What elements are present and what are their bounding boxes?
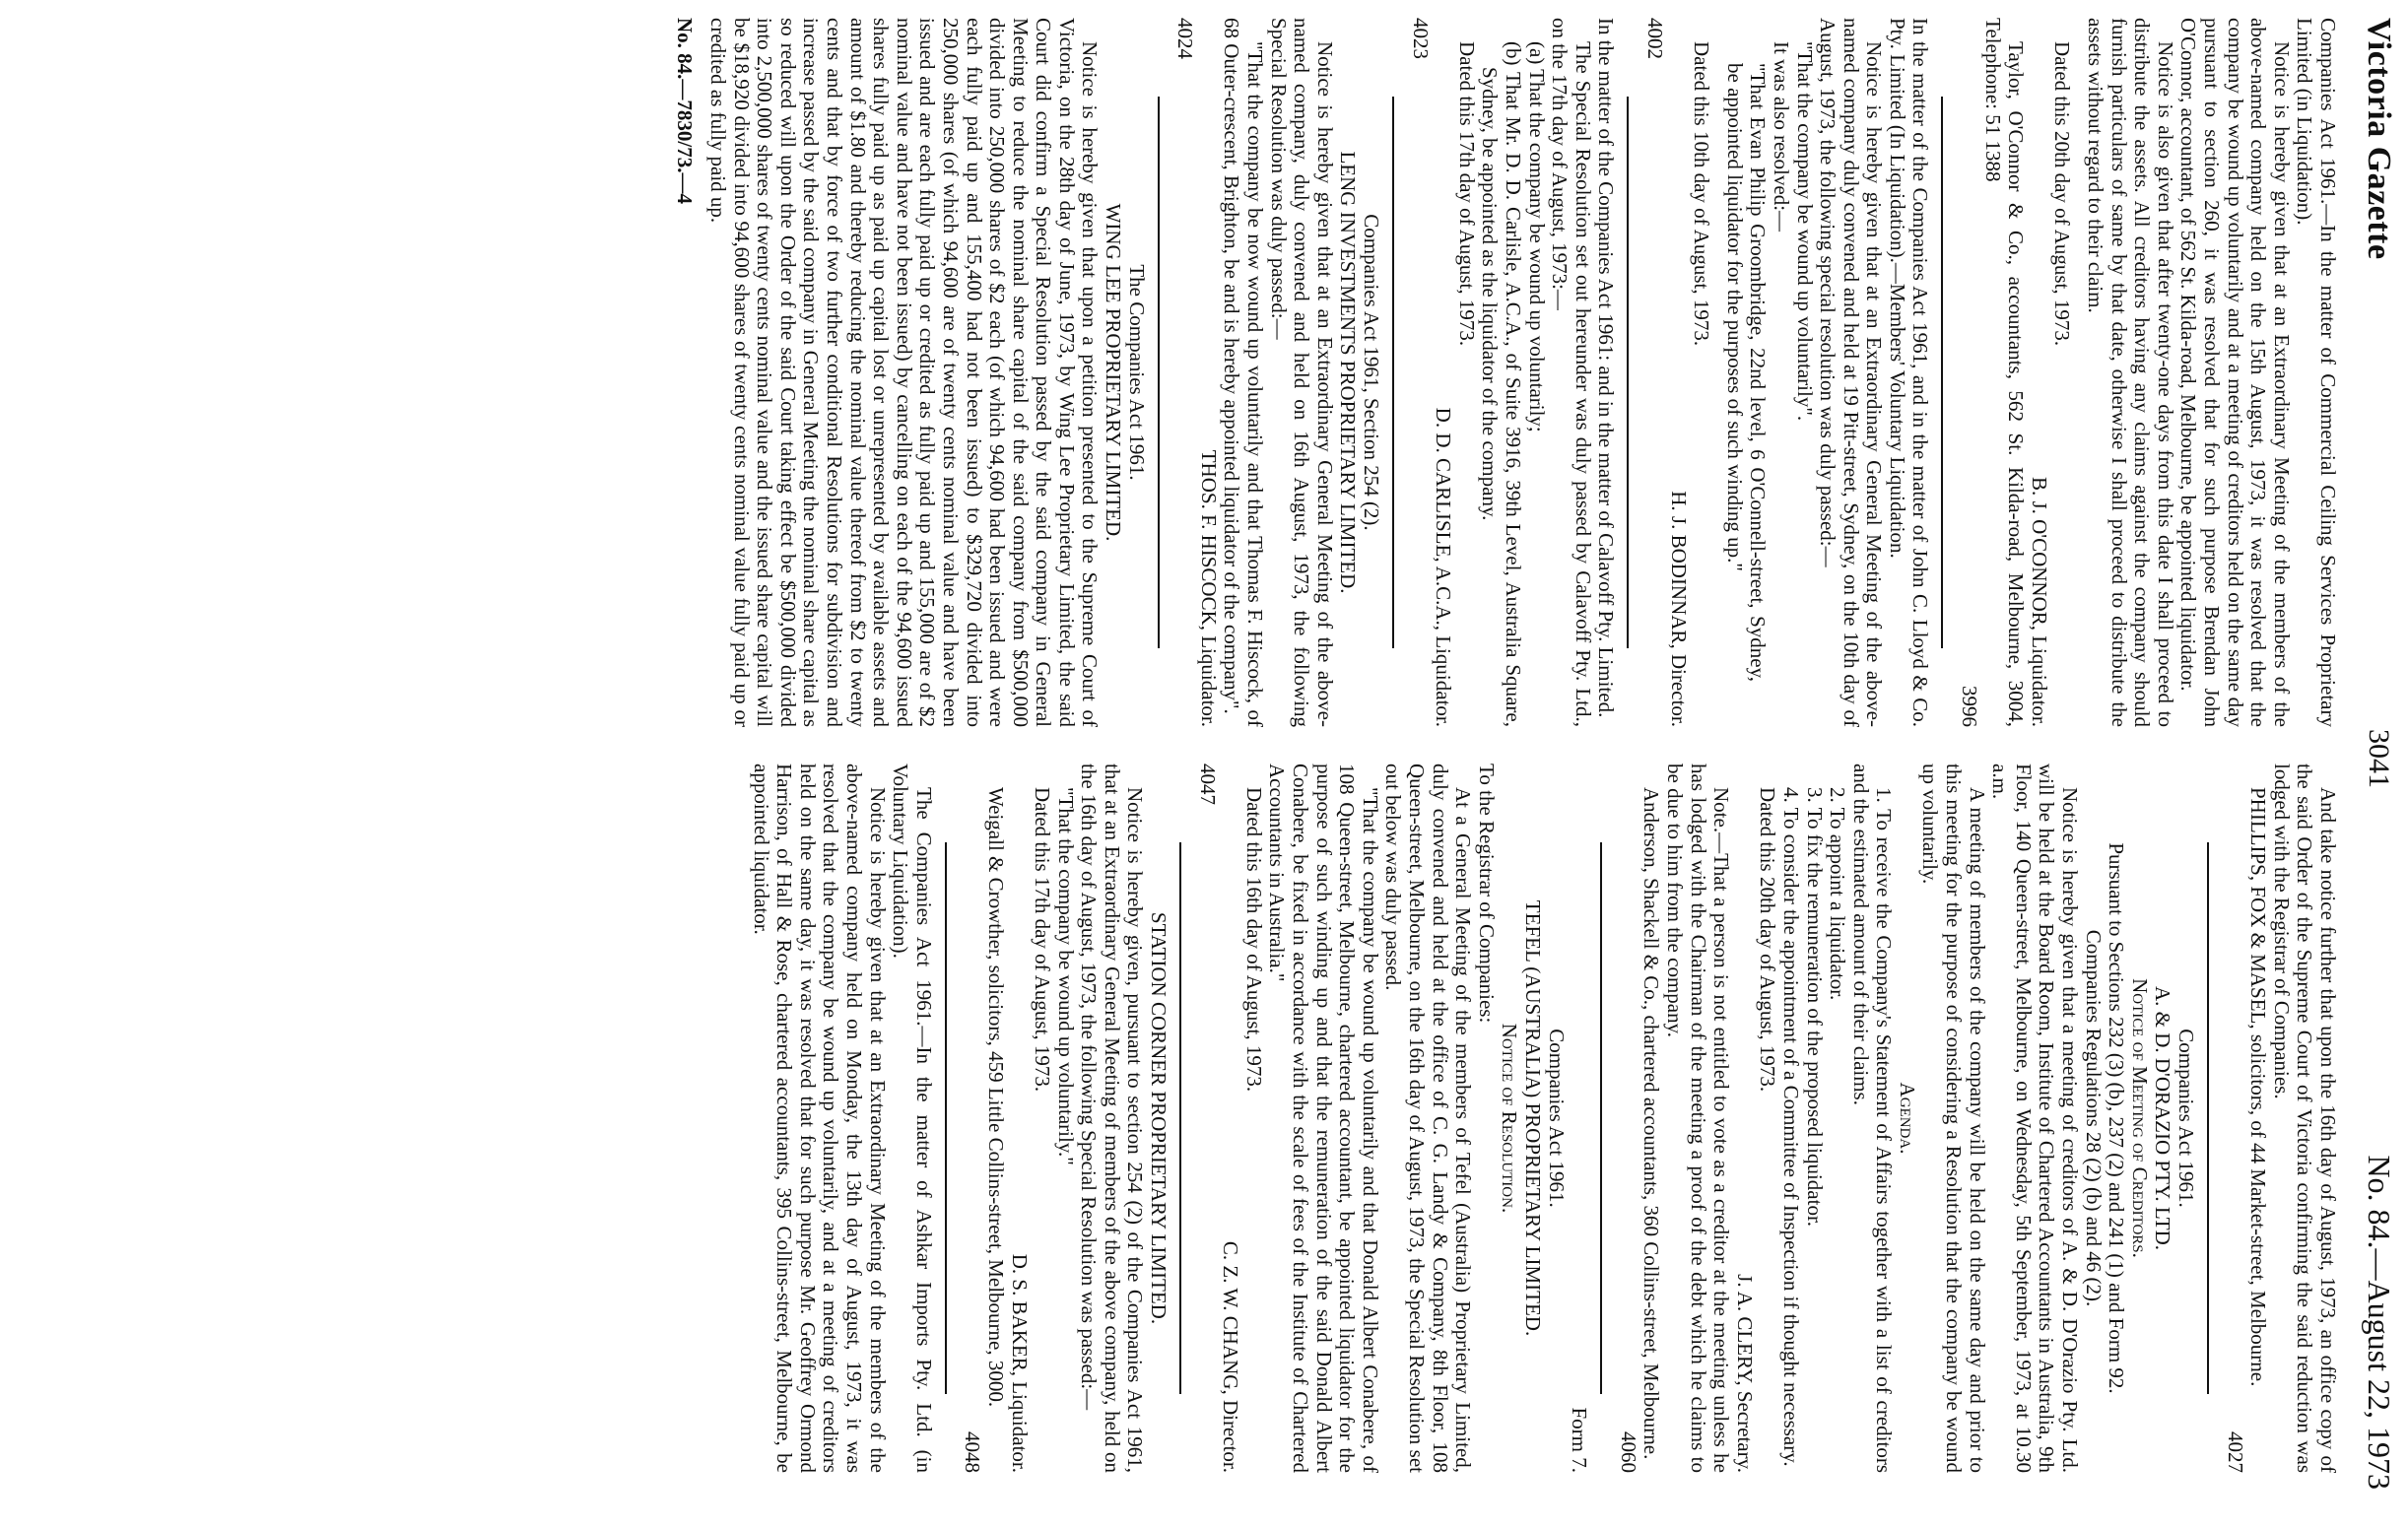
notice-ref: 4002 bbox=[1642, 18, 1667, 59]
notice-subtitle: Notice of Meeting of Creditors. bbox=[2127, 978, 2152, 1258]
notice-paragraph: At a General Meeting of the members of Tefel (Australia) Proprietary Limited, duly convened and held at the office of C. G. Landy & Company, 8th Floor, 108 Queen-street, Melbourne, on the 16th day of August, 1973, the Special Resolution set out below was duly passed. bbox=[1381, 764, 1476, 1473]
divider bbox=[945, 842, 947, 1394]
notice-quote: "That the company be wound up voluntarily". bbox=[1792, 41, 1817, 422]
notice-commercial-ceiling bbox=[1958, 18, 2340, 727]
notice-ref: 3996 bbox=[1958, 686, 1982, 727]
notice-paragraph: And take notice further that upon the 16th day of August, 1973, an office copy of the said Order of the Supreme Court of Victoria confirming the said reduction was lodged with the Registrar of Companies. bbox=[2269, 764, 2340, 1473]
notice-signature: J. A. CLERY, Secretary. bbox=[1732, 1274, 1757, 1473]
agenda-item: 2. To appoint a liquidator. bbox=[1826, 787, 1850, 1001]
notice-signature: THOS. F. HISCOCK, Liquidator. bbox=[1196, 449, 1221, 727]
notice-paragraph: Notice is hereby given, pursuant to section 254 (2) of the Companies Act 1961, that at an Extraordinary General Meeting of members of the above company, held on the 16th day of August, 1973, the following Special Resolution was passed:— bbox=[1077, 764, 1148, 1473]
notice-item: (b) That Mr. D. D. Carlisle, A.C.A., of Suite 3916, 39th Level, Australia Square, Sydney, be appointed as the liquidator of the company. bbox=[1478, 41, 1525, 727]
left-column bbox=[673, 18, 2339, 727]
notice-subtitle: Companies Regulations 28 (2) (b) and 46 (2). bbox=[2081, 929, 2106, 1307]
notice-subtitle: Notice of Resolution. bbox=[1498, 1023, 1522, 1214]
notice-date: Dated this 10th day of August, 1973. bbox=[1690, 41, 1714, 347]
notice-heading: The Companies Act 1961.—In the matter of Ashkar Imports Pty. Ltd. (in Voluntary Liquidation). bbox=[889, 764, 936, 1473]
divider bbox=[1158, 97, 1160, 648]
notice-act: The Companies Act 1961. bbox=[1124, 264, 1149, 481]
divider bbox=[1392, 97, 1394, 648]
notice-act: Companies Act 1961. bbox=[1544, 1029, 1569, 1208]
notice-signature: C. Z. W. CHANG, Director. bbox=[1219, 1240, 1243, 1473]
notice-quote: "That the company be now wound up voluntarily and that Thomas F. Hiscock, of 68 Outer-crescent, Brighton, be and is hereby appointed liquidator of the company". bbox=[1220, 18, 1268, 727]
notice-station-corner bbox=[961, 764, 1170, 1473]
notice-act: Companies Act 1961, Section 254 (2). bbox=[1360, 214, 1384, 531]
notice-dorazio bbox=[1616, 764, 2197, 1473]
notice-addressee: To the Registrar of Companies: bbox=[1474, 764, 1499, 1024]
agenda-item: 4. To consider the appointment of a Committee of Inspection if thought necessary. bbox=[1778, 787, 1803, 1467]
notice-date: Dated this 16th day of August, 1973. bbox=[1241, 787, 1266, 1093]
notice-address: Weigall & Crowther, solicitors, 459 Little Collins-street, Melbourne, 3000. bbox=[983, 787, 1008, 1408]
notice-paragraph: Notice is hereby given that a meeting of creditors of A. & D. D'Orazio Pty. Ltd. will be held at the Board Room, Institute of Chartered Accountants in Australia, 9th Floor, 140 Queen-street, Melbourne, on Wednesday, 5th September, 1973, at 10.30 a.m. bbox=[1988, 764, 2083, 1473]
divider bbox=[1942, 97, 1944, 648]
notice-signature: D. D. CARLISLE, A.C.A., Liquidator. bbox=[1432, 407, 1456, 727]
divider bbox=[2207, 842, 2209, 1394]
issue-date: No. 84.—August 22, 1973 bbox=[2362, 1155, 2397, 1490]
notice-paragraph: The Special Resolution set out hereunder was duly passed by Calavoff Pty. Ltd., on the 17th day of August, 1973:— bbox=[1548, 18, 1595, 727]
notice-company: WING LEE PROPRIETARY LIMITED. bbox=[1102, 203, 1126, 542]
notice-ref: 4060 bbox=[1616, 1431, 1640, 1473]
notice-ref: 4047 bbox=[1195, 764, 1220, 805]
notice-ref: 4024 bbox=[1173, 18, 1198, 59]
agenda-item: 3. To fix the remuneration of the proposed liquidator. bbox=[1802, 787, 1827, 1228]
notice-ref: 4023 bbox=[1408, 18, 1433, 59]
notice-john-lloyd bbox=[1642, 18, 1931, 727]
notice-paragraph: Notice is also given that after twenty-one days from this date I shall proceed to distribute the assets. All creditors having any claims against the company should furnish particulars of same by that date, otherwise I shall proceed to distribute the assets without regard to their claim. bbox=[2084, 18, 2177, 727]
notice-date: Dated this 20th day of August, 1973. bbox=[1756, 787, 1780, 1093]
notice-company: A. & D. D'ORAZIO PTY. LTD. bbox=[2151, 985, 2175, 1251]
notice-quote: "That the company be wound up voluntarily." bbox=[1053, 787, 1078, 1165]
notice-paragraph: Notice is hereby given that at an Extraordinary General Meeting of the above-named company, duly convened and held on 16th August, 1973, the following Special Resolution was duly passed:— bbox=[1266, 18, 1337, 727]
notice-date: Dated this 17th day of August, 1973. bbox=[1454, 41, 1479, 347]
form-number: Form 7. bbox=[1568, 1407, 1592, 1473]
notice-ashkar bbox=[749, 764, 935, 1473]
notice-paragraph: Notice is hereby given that upon a petition presented to the Supreme Court of Victoria, on the 28th day of June, 1973, by Wing Lee Proprietary Limited, the said Court did confirm a Special Resolution passed by the said company in General Meeting to reduce the nominal share capital of the said company from $500,000 divided into 250,000 shares of $2 each (of which 94,600 had been issued and were each fully paid up and 155,400 had not been issued) to $329,720 divided into 250,000 shares (of which 94,600 are of twenty cents nominal value and have been issued and are each fully paid up or credited as fully paid up and 155,000 are of $2 nominal value and have not been issued) by cancelling on each of the 94,600 issued shares fully paid up as paid up capital lost or unrepresented by available assets and amount of $1.80 and thereby reducing the nominal value thereof from $2 to twenty cents and that by force of two further conditional Resolutions for subdivision and increase passed by the said company in General Meeting the nominal share capital as so reduced will upon the Order of the said Court taking effect be $500,000 divided into 2,500,000 shares of twenty cents nominal value and the issued share capital will be $18,920 divided into 94,600 shares of twenty cents nominal value fully paid up or credited as fully paid up. bbox=[706, 18, 1103, 727]
notice-signature: H. J. BODINNAR, Director. bbox=[1666, 491, 1691, 727]
right-column bbox=[749, 764, 2339, 1473]
notice-act: Companies Act 1961. bbox=[2174, 1029, 2199, 1208]
notice-paragraph: PHILLIPS, FOX & MASEL, solicitors, of 44 Market-street, Melbourne. bbox=[2246, 787, 2271, 1387]
divider bbox=[1179, 842, 1181, 1394]
notice-leng-investments bbox=[1173, 18, 1382, 727]
notice-wing-lee bbox=[673, 18, 1148, 727]
notice-company: STATION CORNER PROPRIETARY LIMITED. bbox=[1147, 911, 1171, 1325]
divider bbox=[1627, 97, 1629, 648]
notice-signature: B. J. O'CONNOR, Liquidator. bbox=[2027, 476, 2051, 727]
notice-paragraph: Notice is hereby given that at an Extraordinary General Meeting of the above-named company duly convened and held at 19 Pitt-street, Sydney, on the 10th day of August, 1973, the following special resolution was duly passed:— bbox=[1816, 18, 1887, 727]
print-ref: No. 84.—7830/73.—4 bbox=[673, 18, 698, 204]
notice-company: LENG INVESTMENTS PROPRIETARY LIMITED. bbox=[1336, 151, 1361, 594]
notice-paragraph: It was also resolved:— bbox=[1769, 41, 1793, 233]
notice-heading: Companies Act 1961.—In the matter of Commercial Ceiling Services Proprietary Limited (in Liquidation). bbox=[2293, 18, 2340, 727]
notice-note: Note.—That a person is not entitled to vote as a creditor at the meeting unless he has lodged with the Chairman of the meeting a proof of the debt which he claims to be due to him from the company. bbox=[1662, 764, 1734, 1473]
notice-quote: "That the company be wound up voluntarily and that Donald Albert Conabere, of 108 Queen-street, Melbourne, chartered accountant, be appointed liquidator for the purpose of such winding up and that the remuneration of the said Donald Albert Conabere, be fixed in accordance with the scale of fees of the Institute of Chartered Accountants in Australia." bbox=[1265, 764, 1382, 1473]
divider bbox=[1600, 842, 1602, 1394]
notice-company: TEFEL (AUSTRALIA) PROPRIETARY LIMITED. bbox=[1521, 899, 1545, 1337]
agenda-heading: Agenda. bbox=[1895, 1082, 1919, 1155]
notice-address: Anderson, Shackell & Co., chartered accountants, 360 Collins-street, Melbourne. bbox=[1639, 787, 1664, 1460]
gazette-title: Victoria Gazette bbox=[2361, 18, 2397, 260]
notice-address: Taylor, O'Connor & Co., accountants, 562 St. Kilda-road, Melbourne, 3004, Telephone: 51 1388 bbox=[1980, 18, 2029, 727]
notice-date: Dated this 17th day of August, 1973. bbox=[1031, 787, 1055, 1093]
notice-signature: D. S. BAKER, Liquidator. bbox=[1007, 1253, 1032, 1473]
notice-subtitle: Pursuant to Sections 232 (3) (b), 237 (2) and 241 (1) and Form 92. bbox=[2105, 842, 2129, 1394]
notice-heading: In the matter of the Companies Act 1961, and in the matter of John C. Lloyd & Co. Pty. Limited (In Liquidation).—Members' Voluntary Liquidation. bbox=[1885, 18, 1933, 727]
notice-item: (a) That the company be wound up voluntarily; bbox=[1524, 41, 1549, 432]
notice-ref: 4048 bbox=[961, 1431, 985, 1473]
notice-tefel bbox=[1195, 764, 1590, 1473]
notice-paragraph: A meeting of members of the company will be held on the same day and prior to this meeting for the purpose of considering a Resolution that the company be wound up voluntarily. bbox=[1918, 764, 1989, 1473]
page-number: 3041 bbox=[2363, 729, 2395, 788]
notice-date: Dated this 20th day of August, 1973. bbox=[2050, 41, 2075, 347]
notice-paragraph: Notice is hereby given that at an Extraordinary Meeting of the members of the above-named company held on the 15th August, 1973, it was resolved that the company be wound up voluntarily and at a meeting of creditors held on the same day pursuant to section 260, it was resolved that for such purpose Brendan John O'Connor, accountant, of 562 St. Kilda-road, Melbourne, be appointed liquidator. bbox=[2176, 18, 2294, 727]
notice-heading: In the matter of the Companies Act 1961: and in the matter of Calavoff Pty. Limited. bbox=[1594, 18, 1619, 718]
notice-calavoff bbox=[1408, 18, 1617, 727]
notice-wing-lee-continued bbox=[2223, 764, 2339, 1473]
notice-quote: "That Evan Philip Groombridge, 22nd level, 6 O'Connell-street, Sydney, be appointed liquidator for the purposes of such winding up." bbox=[1722, 63, 1771, 682]
notice-paragraph: Notice is hereby given that at an Extraordinary Meeting of the members of the above-named company held on Monday, the 13th day of August, 1973, it was resolved that the company be wound up voluntarily, and at a meeting of creditors held on the same day, it was resolved that for such purpose Mr. Geoffrey Ormond Harrison, of Hall & Rose, chartered accountants, 395 Collins-street, Melbourne, be appointed liquidator. bbox=[749, 764, 890, 1473]
agenda-item: 1. To receive the Company's Statement of Affairs together with a list of creditors and the estimated amount of their claims. bbox=[1848, 764, 1897, 1473]
notice-ref: 4027 bbox=[2223, 1431, 2247, 1473]
